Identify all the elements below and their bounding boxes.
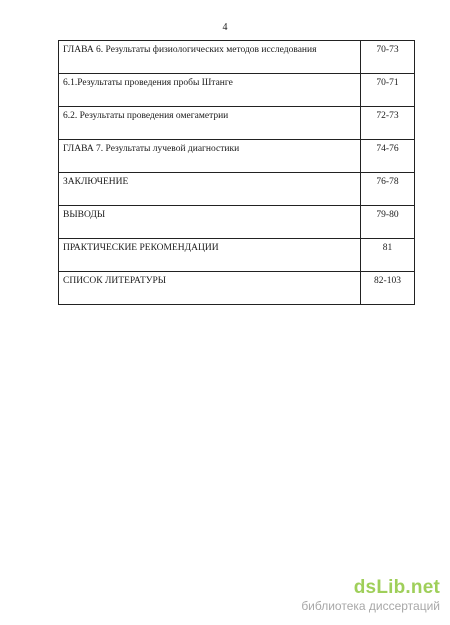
- table-row: [59, 173, 415, 206]
- toc-entry-title: ГЛАВА 7. Результаты лучевой диагностики: [59, 140, 361, 173]
- watermark: [301, 577, 440, 613]
- page-number: 4: [222, 22, 228, 33]
- toc-entry-pages: 79-80: [361, 206, 415, 239]
- table-row: [59, 272, 415, 305]
- watermark-tagline: библиотека диссертаций: [301, 599, 440, 613]
- toc-entry-title: 6.1.Результаты проведения пробы Штанге: [59, 74, 361, 107]
- toc-entry-pages: 82-103: [361, 272, 415, 305]
- toc-entry-title: ЗАКЛЮЧЕНИЕ: [59, 173, 361, 206]
- toc-entry-title: ВЫВОДЫ: [59, 206, 361, 239]
- toc-entry-title: СПИСОК ЛИТЕРАТУРЫ: [59, 272, 361, 305]
- toc-entry-pages: 70-73: [361, 41, 415, 74]
- toc-entry-title: ГЛАВА 6. Результаты физиологических методов исследования: [59, 41, 361, 74]
- table-row: [59, 140, 415, 173]
- table-row: [59, 239, 415, 272]
- table-row: [59, 206, 415, 239]
- table-row: [59, 74, 415, 107]
- toc-entry-pages: 76-78: [361, 173, 415, 206]
- watermark-logo: dsLib.net: [353, 577, 440, 598]
- table-row: [59, 107, 415, 140]
- toc-entry-title: ПРАКТИЧЕСКИЕ РЕКОМЕНДАЦИИ: [59, 239, 361, 272]
- table-of-contents: [58, 40, 415, 305]
- toc-entry-pages: 70-71: [361, 74, 415, 107]
- toc-entry-title: 6.2. Результаты проведения омегаметрии: [59, 107, 361, 140]
- toc-entry-pages: 81: [361, 239, 415, 272]
- table-row: [59, 41, 415, 74]
- toc-entry-pages: 72-73: [361, 107, 415, 140]
- toc-entry-pages: 74-76: [361, 140, 415, 173]
